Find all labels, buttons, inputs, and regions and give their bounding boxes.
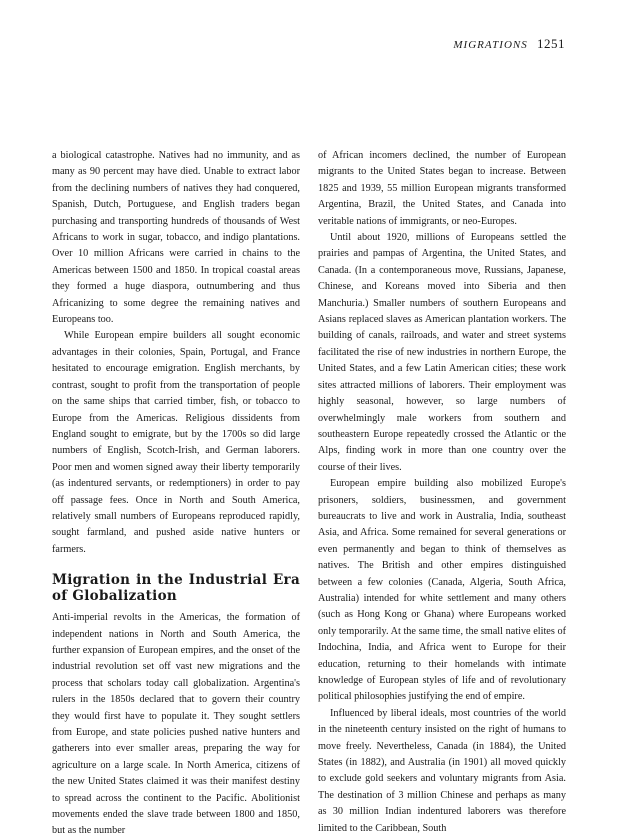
- right-column: [318, 148, 566, 837]
- body-paragraph: a biological catastrophe. Natives had no immunity, and as many as 90 percent may have died. Unable to extract labor from the declining numbers of natives they had conquered, Spanish, Dutch, Portuguese, and English traders began purchasing and transporting hundreds of thousands of West Africans to work in sugar, tobacco, and indigo plantations. Over 10 million Africans were carried in chains to the Americas between 1500 and 1850. In tropical coastal areas they formed a huge diaspora, outnumbering and thus Africanizing to some degree the remaining natives and Europeans too.: [52, 150, 300, 326]
- body-paragraph: Until about 1920, millions of Europeans settled the prairies and pampas of Argentina, the United States, and Canada. (In a contemporaneous move, Russians, Japanese, Chinese, and Koreans moved into Siberia and then Manchuria.) Smaller numbers of southern Europeans and Asians replaced slaves as American plantation workers. The building of canals, railroads, and water and street systems facilitated the rise of new industries in northern Europe, the United States, and a few Latin American cities; these work sites attracted millions of laborers. Their employment was highly seasonal, however, so large numbers of overwhelmingly male workers from southern and southeastern Europe repeatedly crossed the Atlantic or the Alps, finding work in more than one country over the course of their lives.: [318, 232, 566, 473]
- body-paragraph: While European empire builders all sought economic advantages in their colonies, Spain, Portugal, and France hesitated to encourage emigration. English merchants, by contrast, sought to profit from the transportation of people on the same ships that carried timber, fish, or tobacco to Europe from the Americas. Religious dissidents from England sought to emigrate, but by the 1700s so did large numbers of English, Scotch-Irish, and German laborers. Poor men and women signed away their liberty temporarily (as indentured servants, or redemptioners) in order to pay off passage fees. Once in North and South America, relatively small numbers of Europeans reproduced rapidly, sought farmland, and pushed aside native hunters or farmers.: [52, 330, 300, 555]
- running-head-section: MIGRATIONS: [453, 39, 528, 51]
- left-column: [52, 148, 300, 840]
- section-heading: Migration in the Industrial Era of Globalization: [52, 572, 300, 605]
- page-number: 1251: [537, 36, 565, 51]
- running-head: [453, 36, 565, 52]
- body-paragraph: Influenced by liberal ideals, most countries of the world in the nineteenth century insisted on the right of humans to move freely. Nevertheless, Canada (in 1884), the United States (in 1882), and Australia (in 1901) all moved quickly to exclude gold seekers and voluntary migrants from Asia. The destination of 3 million Chinese and perhaps as many as 30 million Indian indentured laborers was therefore limited to the Caribbean, South: [318, 707, 566, 834]
- body-paragraph: of African incomers declined, the number of European migrants to the United States began to increase. Between 1825 and 1939, 55 million European migrants transformed Argentina, Brazil, the United States, and Canada into veritable nations of immigrants, or neo-Europes.: [318, 150, 566, 227]
- body-paragraph: Anti-imperial revolts in the Americas, the formation of independent nations in North and South America, the further expansion of European empires, and the onset of the industrial revolution set off vast new migrations and the process that scholars today call globalization. Argentina's rulers in the 1850s declared that to govern their country they would first have to populate it. They sought settlers from Europe, and state policies pushed native hunters and gatherers into ever smaller areas, preparing the way for agriculture on a large scale. In North America, citizens of the new United States claimed it was their manifest destiny to spread across the continent to the Pacific. Abolitionist movements ended the slave trade between 1800 and 1850, but as the number: [52, 612, 300, 837]
- body-paragraph: European empire building also mobilized Europe's prisoners, soldiers, businessmen, and government bureaucrats to live and work in Australia, India, southeast Asia, and Africa. Some remained for several generations or even permanently and began to think of themselves as natives. The British and other empires distinguished between a few colonies (Canada, Algeria, South Africa, Australia) intended for white settlement and many others (such as Hong Kong or Ghana) where Europeans worked only temporarily. At the same time, the small native elites of Indochina, India, and Africa went to Europe for their education, returning to their homelands with intimate knowledge of European styles of life and of revolutionary political philosophies justifying the end of empire.: [318, 478, 566, 703]
